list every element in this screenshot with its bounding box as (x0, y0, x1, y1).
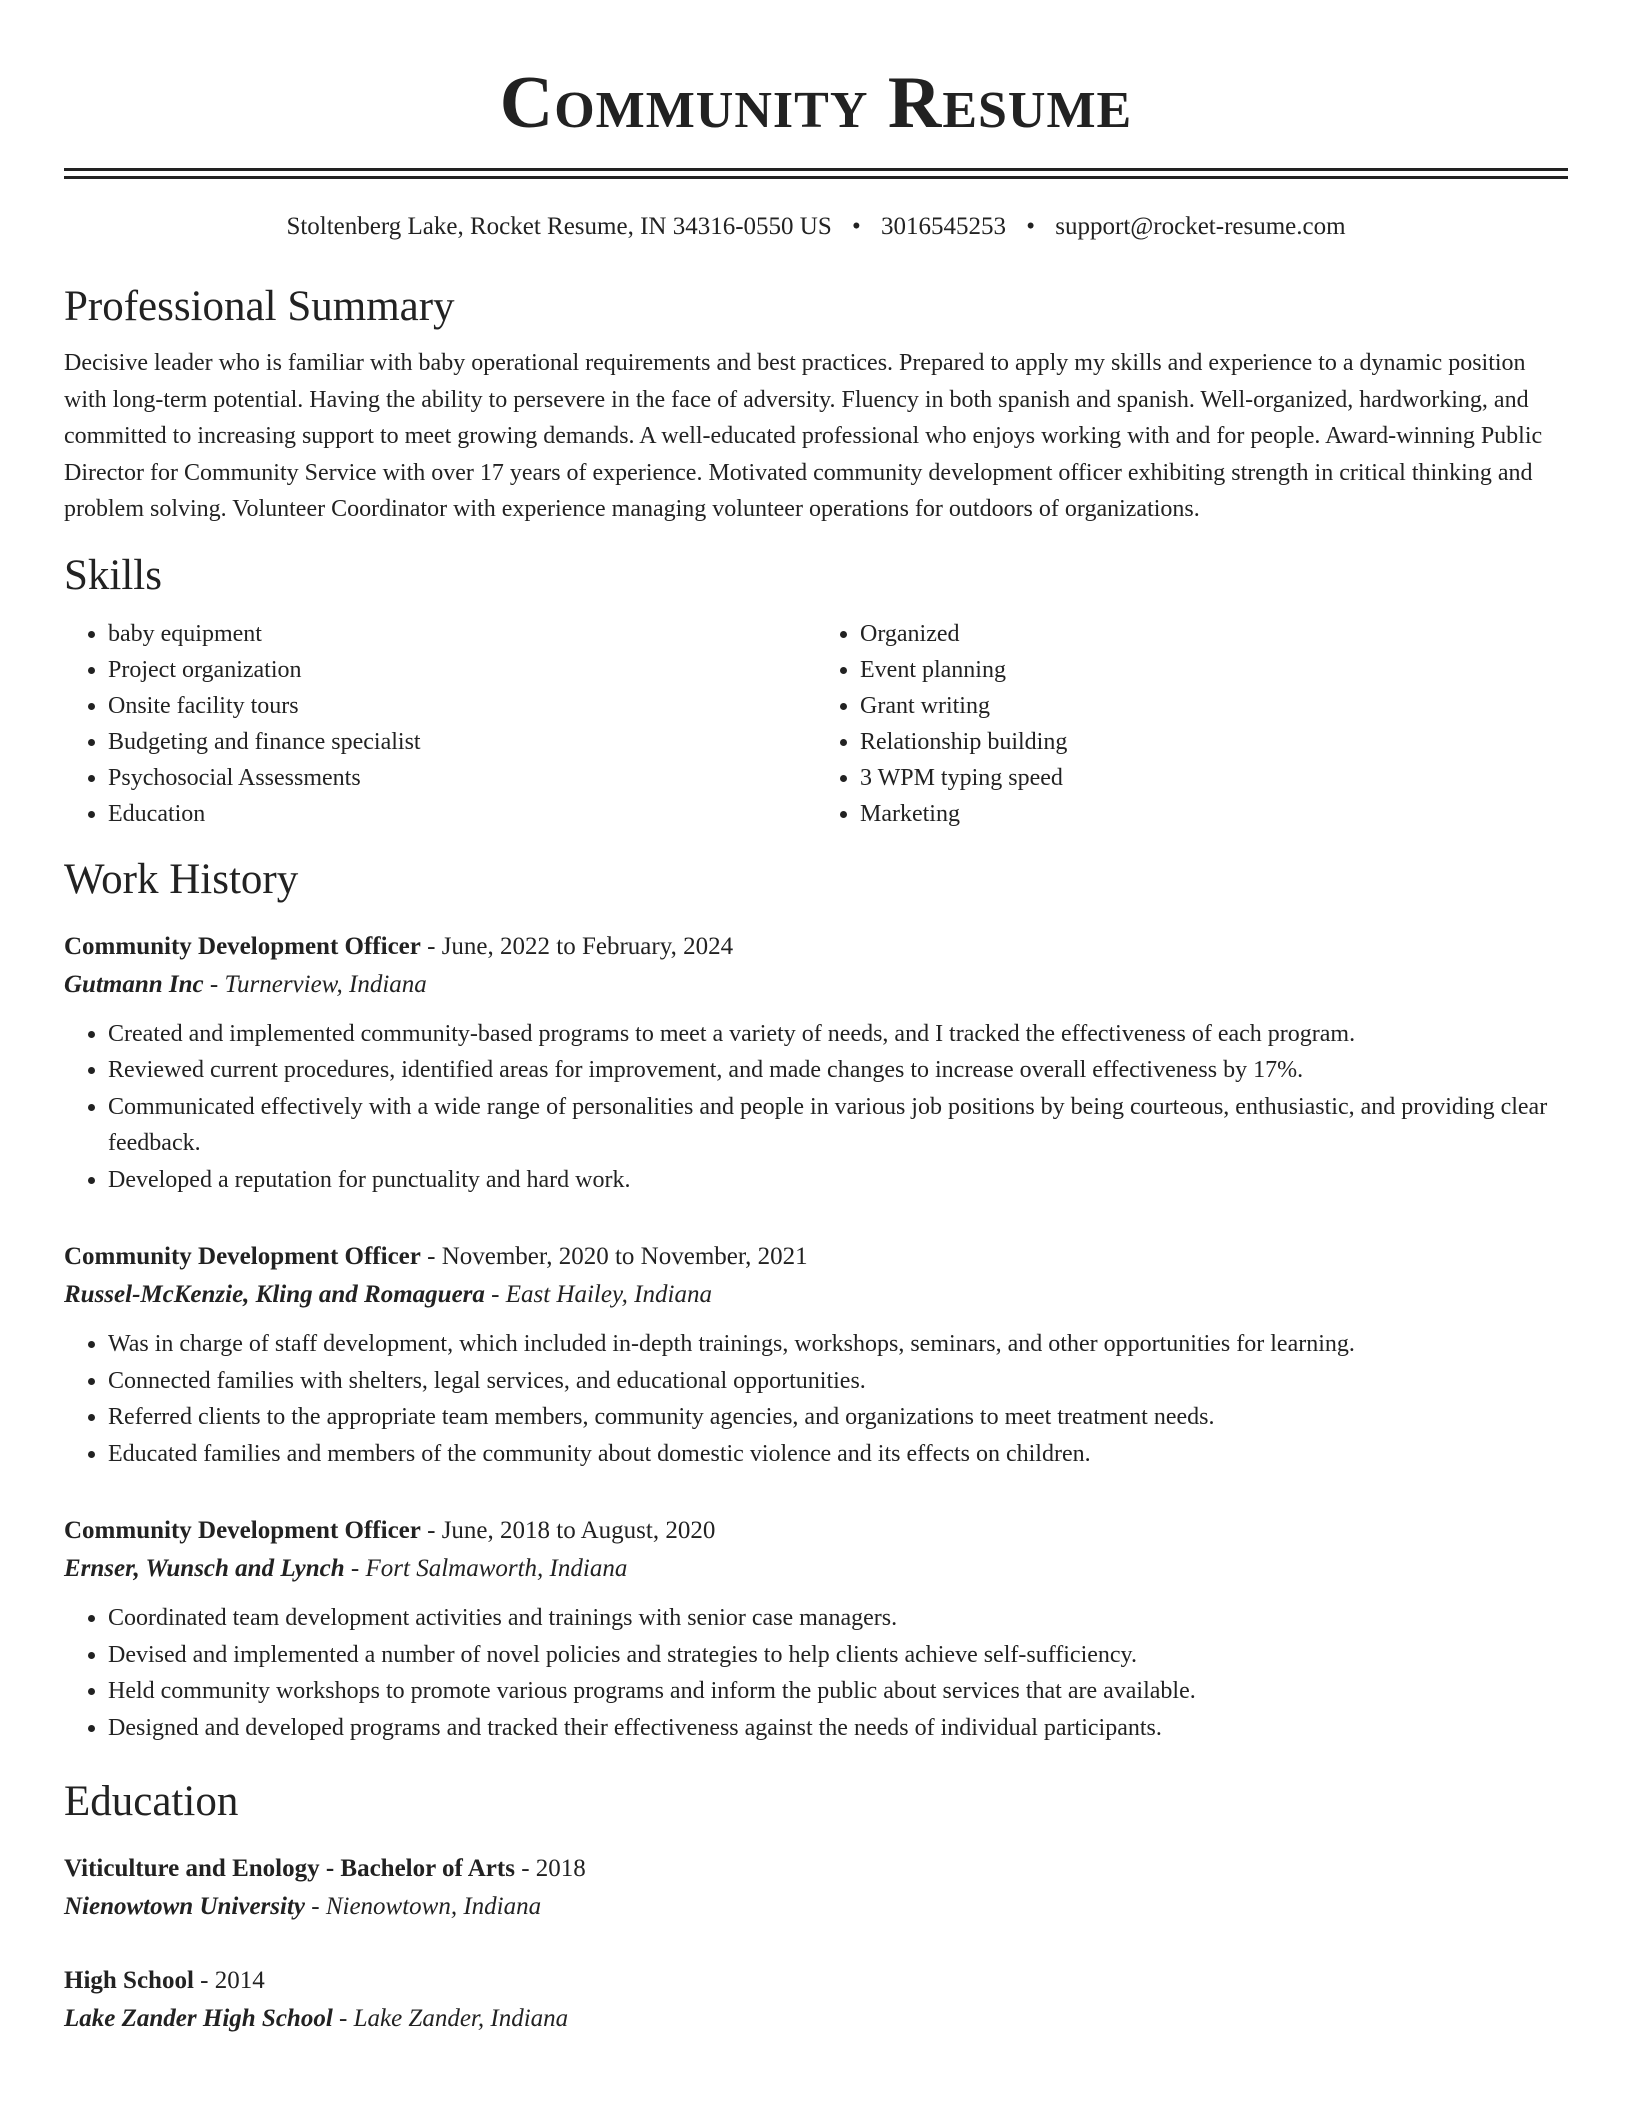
skills-list-right (816, 616, 1568, 832)
title-rule-bottom (64, 176, 1568, 179)
job-bullet: • Created and implemented community-based programs to meet a variety of needs, and I tracked the effectiveness of each program. (108, 1016, 1568, 1053)
skill-item: • Grant writing (860, 688, 1568, 724)
job-location: - East Hailey, Indiana (484, 1281, 712, 1308)
job-bullets (64, 1326, 1568, 1472)
job-bullet: • Educated families and members of the community about domestic violence and its effects on children. (108, 1436, 1568, 1473)
job-dates: - November, 2020 to November, 2021 (420, 1243, 808, 1270)
job-bullet: • Communicated effectively with a wide range of personalities and people in various job positions by being courteous, enthusiastic, and providing clear feedback. (108, 1089, 1568, 1162)
summary-heading: Professional Summary (64, 283, 455, 330)
work-history-heading: Work History (64, 855, 299, 903)
skill-item: • Onsite facility tours (108, 688, 816, 724)
education-year: - 2018 (514, 1855, 586, 1882)
education-school: Nienowtown University (64, 1893, 305, 1920)
education-entry (64, 1962, 1568, 2038)
contact-email: support@rocket-resume.com (1055, 213, 1346, 240)
education-school-line (64, 2000, 1568, 2038)
education-school: Lake Zander High School (64, 2005, 333, 2032)
job-bullet: • Held community workshops to promote various programs and inform the public about services that are available. (108, 1673, 1568, 1710)
skill-item: • Organized (860, 616, 1568, 652)
job-entry (64, 928, 1568, 1199)
job-dates: - June, 2022 to February, 2024 (420, 932, 734, 960)
contact-address: Stoltenberg Lake, Rocket Resume, IN 34316-0550 US (286, 213, 832, 240)
summary-text: Decisive leader who is familiar with baby operational requirements and best practices. Prepared to apply my skills and experience to a dynamic position with long-term potential. Having the ability to persevere in the face of adversity. Fluency in both spanish and spanish. Well-organized, hardworking, and committed to increasing support to meet growing demands. A well-educated professional who enjoys working with and for people. Award-winning Public Director for Community Service with over 17 years of experience. Motivated community development officer exhibiting strength in critical thinking and problem solving. Volunteer Coordinator with experience managing volunteer operations for outdoors of organizations. (64, 350, 1543, 522)
resume-content (64, 0, 1568, 2038)
education-degree-line (64, 1850, 1568, 1888)
job-bullets (64, 1600, 1568, 1746)
skill-item: • Psychosocial Assessments (108, 760, 816, 796)
contact-phone: 3016545253 (881, 213, 1006, 240)
skills-list-left (64, 616, 816, 832)
contact-separator: • (1026, 213, 1036, 240)
skill-item: • Marketing (860, 796, 1568, 832)
skill-item: • 3 WPM typing speed (860, 760, 1568, 796)
job-bullet: • Designed and developed programs and tracked their effectiveness against the needs of individual participants. (108, 1710, 1568, 1747)
job-bullet: • Was in charge of staff development, which included in-depth trainings, workshops, seminars, and other opportunities for learning. (108, 1326, 1568, 1363)
education-degree: High School (64, 1967, 194, 1994)
skill-item: • Event planning (860, 652, 1568, 688)
job-company: Gutmann Inc (64, 970, 204, 998)
job-company-line (64, 966, 1568, 1004)
skill-item: • Education (108, 796, 816, 832)
skill-item: • Budgeting and finance specialist (108, 724, 816, 760)
job-title: Community Development Officer (64, 1517, 421, 1544)
job-bullet: • Coordinated team development activities and trainings with senior case managers. (108, 1600, 1568, 1637)
education-location: - Lake Zander, Indiana (332, 2005, 569, 2032)
education-year: - 2014 (193, 1967, 265, 1994)
resume-title: Community Resume (499, 62, 1133, 144)
job-bullet: • Devised and implemented a number of novel policies and strategies to help clients achieve self-sufficiency. (108, 1637, 1568, 1674)
job-bullet: • Connected families with shelters, legal services, and educational opportunities. (108, 1363, 1568, 1400)
contact-line (64, 211, 1568, 243)
skill-item: • Relationship building (860, 724, 1568, 760)
job-company-line (64, 1276, 1568, 1314)
education-location: - Nienowtown, Indiana (305, 1893, 542, 1920)
education-school-line (64, 1888, 1568, 1926)
skill-item: • Project organization (108, 652, 816, 688)
job-title: Community Development Officer (64, 1243, 421, 1270)
skills-heading: Skills (64, 551, 162, 599)
job-dates: - June, 2018 to August, 2020 (420, 1517, 716, 1544)
education-entry (64, 1850, 1568, 1926)
job-company: Ernser, Wunsch and Lynch (64, 1555, 345, 1582)
job-title-line (64, 1512, 1568, 1550)
job-bullet: • Referred clients to the appropriate team members, community agencies, and organizations to meet treatment needs. (108, 1399, 1568, 1436)
title-rule-top (64, 168, 1568, 171)
education-heading: Education (64, 1778, 239, 1825)
job-bullet: • Developed a reputation for punctuality and hard work. (108, 1162, 1568, 1199)
contact-separator: • (851, 213, 861, 240)
job-company: Russel-McKenzie, Kling and Romaguera (64, 1281, 485, 1308)
job-location: - Fort Salmaworth, Indiana (344, 1555, 628, 1582)
job-bullets (64, 1016, 1568, 1199)
skill-item: • baby equipment (108, 616, 816, 652)
job-entry (64, 1238, 1568, 1472)
job-title-line (64, 928, 1568, 966)
job-bullet: • Reviewed current procedures, identified areas for improvement, and made changes to increase overall effectiveness by 17%. (108, 1052, 1568, 1089)
education-degree-line (64, 1962, 1568, 2000)
job-title-line (64, 1238, 1568, 1276)
job-location: - Turnerview, Indiana (203, 970, 427, 998)
job-title: Community Development Officer (64, 932, 421, 960)
job-company-line (64, 1550, 1568, 1588)
skills-columns (64, 616, 1568, 832)
job-entry (64, 1512, 1568, 1746)
education-degree: Viticulture and Enology - Bachelor of Arts (64, 1855, 515, 1882)
